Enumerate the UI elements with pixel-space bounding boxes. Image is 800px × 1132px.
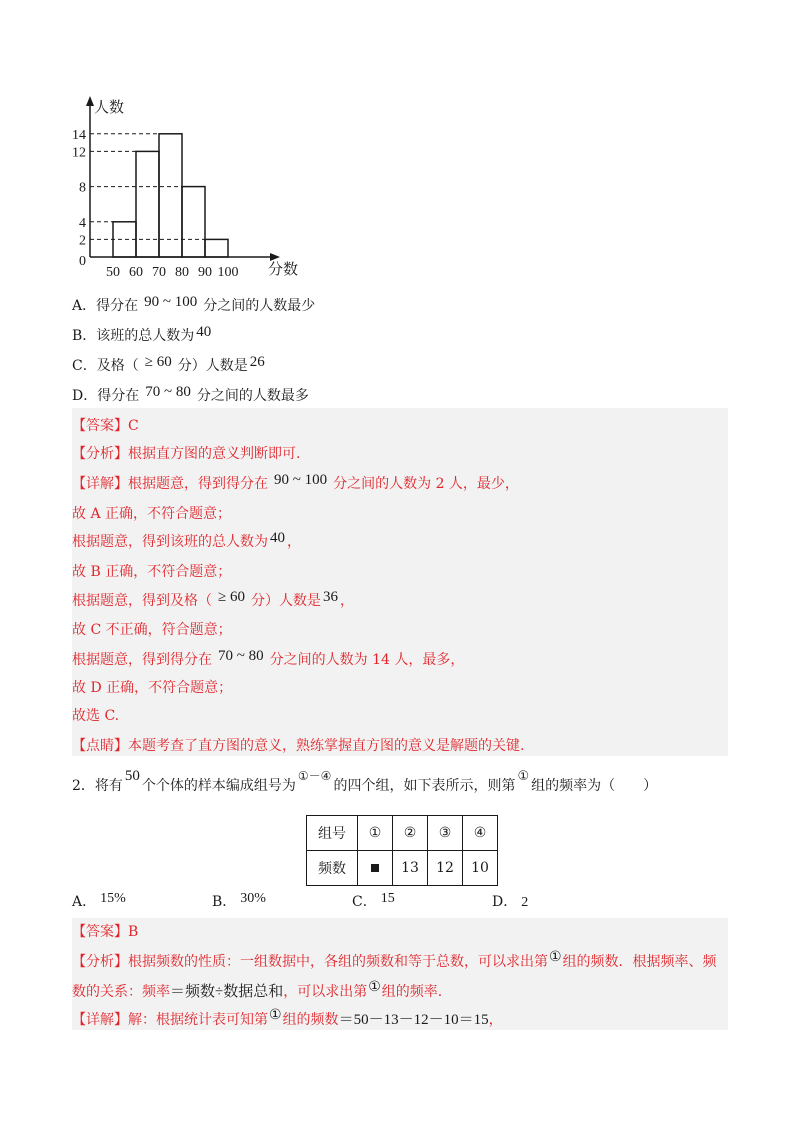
q1-option-a xyxy=(72,296,315,316)
x-tick-label: 90 xyxy=(198,265,212,280)
detail-text: 根据题意，得到该班的总人数为 xyxy=(72,534,268,550)
q2-option-a xyxy=(72,891,126,911)
q1-detail-line-2 xyxy=(72,504,231,524)
q1-answer-line xyxy=(72,416,139,436)
detail-text: 故 C 不正确，符合题意； xyxy=(72,622,232,638)
q1-comment-line xyxy=(72,736,524,756)
x-tick-label: 50 xyxy=(106,265,120,280)
table-cell: ② xyxy=(393,816,428,851)
y-tick-label: 14 xyxy=(72,127,86,143)
detail-tag: 【详解】 xyxy=(72,476,128,492)
q1-detail-line-8 xyxy=(72,678,232,698)
answer-tag: 【答案】 xyxy=(72,924,128,940)
detail-text-mid: 组的频数 xyxy=(282,1012,339,1028)
option-c-math: ≥ 60 xyxy=(144,354,172,370)
table-cell: ④ xyxy=(463,816,498,851)
table-cell: 12 xyxy=(428,851,463,886)
table-cell: 频数 xyxy=(307,851,358,886)
q2-math3: ① xyxy=(517,769,530,784)
option-d-math: 70 ~ 80 xyxy=(145,384,191,400)
q1-detail-line-1 xyxy=(72,474,519,494)
table-cell: ③ xyxy=(428,816,463,851)
q1-detail-line-5 xyxy=(72,591,354,611)
option-b-math: 40 xyxy=(196,324,212,340)
detail-text: 故 B 正确，不符合题意； xyxy=(72,564,232,580)
detail-math: ≥ 60 xyxy=(218,589,245,605)
table-cell: 13 xyxy=(393,851,428,886)
x-tick-label: 60 xyxy=(129,265,143,280)
detail-text-end: ， xyxy=(287,534,301,550)
detail-text: 根据题意，得到得分在 xyxy=(128,476,268,492)
analysis-text: 数的关系：频率 xyxy=(72,984,170,1000)
circled-one: ① xyxy=(368,979,381,995)
q1-detail-line-6 xyxy=(72,620,232,640)
table-cell-hidden xyxy=(358,851,393,886)
analysis-text-end: 组的频率. xyxy=(381,984,443,1000)
q2-math2: ①－④ xyxy=(297,769,332,783)
q1-detail-line-9 xyxy=(72,706,119,726)
option-c-math2: 26 xyxy=(249,354,265,370)
analysis-text: 根据频数的性质：一组数据中，各组的频数和等于总数，可以求出第 xyxy=(128,954,548,970)
q2-stem xyxy=(72,768,658,797)
detail-math: 90 ~ 100 xyxy=(274,472,328,488)
detail-text: 故 A 正确，不符合题意； xyxy=(72,506,232,522)
detail-text: 根据题意，得到得分在 xyxy=(72,652,212,668)
q2-answer-line xyxy=(72,922,138,942)
histogram-bar xyxy=(182,187,205,257)
detail-text-end: 分之间的人数为 14 人，最多， xyxy=(269,652,465,668)
option-c-text-mid: 分）人数是 xyxy=(177,358,248,374)
circled-one: ① xyxy=(549,949,562,965)
q2-detail-line-1 xyxy=(72,1007,503,1030)
q1-option-d xyxy=(72,386,309,406)
q2-analysis-line-1 xyxy=(72,949,717,972)
option-c-text: C．及格（ xyxy=(72,358,139,374)
detail-text-end: ， xyxy=(488,1012,503,1028)
q2-text-3: 的四个组，如下表所示，则第 xyxy=(333,778,516,794)
detail-math: 70 ~ 80 xyxy=(218,648,264,664)
y-tick-label: 0 xyxy=(79,254,86,269)
detail-text-end: ， xyxy=(339,593,354,609)
y-tick-label: 8 xyxy=(79,180,86,196)
q1-detail-line-3 xyxy=(72,532,301,552)
q1-detail-line-7 xyxy=(72,650,464,670)
table-cell: 组号 xyxy=(307,816,358,851)
option-label: D． xyxy=(492,894,518,910)
comment-tag: 【点睛】 xyxy=(72,738,128,754)
q1-detail-line-4 xyxy=(72,562,231,582)
x-axis-label: 分数 xyxy=(268,260,299,278)
answer-value: C xyxy=(128,418,139,434)
table-cell: ① xyxy=(358,816,393,851)
detail-text: 故选 C. xyxy=(72,708,120,724)
q2-math1: 50 xyxy=(124,768,140,784)
option-value: 2 xyxy=(521,895,529,910)
q2-text: 2．将有 xyxy=(72,778,123,794)
detail-text-end: 分之间的人数为 2 人，最少， xyxy=(333,476,519,492)
histogram-bar xyxy=(136,151,159,257)
table-row xyxy=(307,816,498,851)
y-tick-label: 2 xyxy=(79,233,86,249)
detail-math2: 36 xyxy=(322,589,338,605)
detail-math: 40 xyxy=(270,530,285,546)
x-tick-label: 80 xyxy=(175,265,189,280)
option-label: C． xyxy=(352,894,377,910)
q2-analysis-line-2 xyxy=(72,979,443,1002)
table-cell: 10 xyxy=(463,851,498,886)
option-b-text: B．该班的总人数为 xyxy=(72,328,195,344)
circled-one: ① xyxy=(269,1007,282,1023)
x-tick-label: 70 xyxy=(152,265,166,280)
q2-option-d xyxy=(492,891,528,911)
answer-tag: 【答案】 xyxy=(72,418,128,434)
detail-text-mid: 分）人数是 xyxy=(250,593,321,609)
y-tick-label: 4 xyxy=(79,215,86,231)
q1-analysis-line xyxy=(72,444,300,464)
analysis-tag: 【分析】 xyxy=(72,446,128,462)
option-value: 30% xyxy=(240,891,266,906)
option-value: 15 xyxy=(380,891,395,906)
detail-formula: ＝50－13－12－10＝15 xyxy=(338,1012,489,1028)
q2-text-4: 组的频率为（ ） xyxy=(531,778,658,794)
y-axis-label: 人数 xyxy=(94,98,125,116)
frequency-table xyxy=(306,815,498,886)
x-tick-label: 100 xyxy=(217,265,239,280)
comment-text: 本题考查了直方图的意义，熟练掌握直方图的意义是解题的关键. xyxy=(128,738,525,754)
blank-square-icon xyxy=(371,864,379,872)
histogram-chart xyxy=(60,86,320,286)
option-label: B． xyxy=(212,894,237,910)
q2-option-b xyxy=(212,891,266,911)
answer-value: B xyxy=(128,924,139,940)
option-label: A． xyxy=(72,894,97,910)
q1-option-b xyxy=(72,326,213,346)
option-a-math: 90 ~ 100 xyxy=(144,294,198,310)
detail-text: 解：根据统计表可知第 xyxy=(128,1012,268,1028)
analysis-text-mid: ，可以求出第 xyxy=(283,984,368,1000)
analysis-formula: ＝频数÷数据总和 xyxy=(170,984,284,1000)
q1-option-c xyxy=(72,356,267,376)
histogram-bar xyxy=(205,239,228,257)
option-d-text-end: 分之间的人数最多 xyxy=(196,388,309,404)
detail-text: 故 D 正确，不符合题意； xyxy=(72,680,233,696)
analysis-tag: 【分析】 xyxy=(72,954,128,970)
histogram-bar xyxy=(159,134,182,257)
analysis-text-end: 组的频数．根据频率、频 xyxy=(562,954,717,970)
q2-option-c xyxy=(352,891,395,911)
option-a-text-end: 分之间的人数最少 xyxy=(203,298,316,314)
y-axis-arrow-icon xyxy=(86,96,94,106)
option-d-text: D．得分在 xyxy=(72,388,140,404)
option-value: 15% xyxy=(100,891,126,906)
detail-text: 根据题意，得到及格（ xyxy=(72,593,212,609)
analysis-text: 根据直方图的意义判断即可. xyxy=(128,446,301,462)
q2-text-2: 个个体的样本编成组号为 xyxy=(141,778,296,794)
detail-tag: 【详解】 xyxy=(72,1012,128,1028)
y-tick-label: 12 xyxy=(72,145,86,161)
table-row xyxy=(307,851,498,886)
option-a-text: A．得分在 xyxy=(72,298,139,314)
